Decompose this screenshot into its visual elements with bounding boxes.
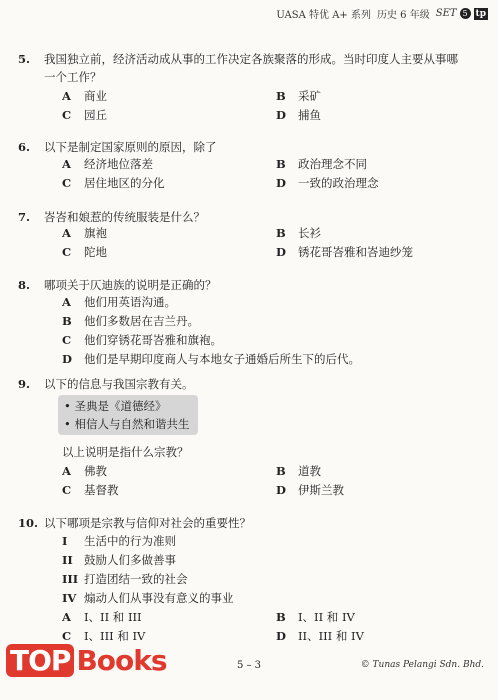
option-b[interactable]: B 采矿 bbox=[276, 89, 321, 103]
option-a[interactable]: A 他们用英语沟通。 bbox=[62, 295, 176, 309]
publisher-logo-icon: tp bbox=[475, 8, 486, 19]
statement-item: II 鼓励人们多做善事 bbox=[62, 553, 176, 567]
option-b[interactable]: B 政治理念不同 bbox=[276, 157, 367, 171]
option-c[interactable]: C 他们穿锈花哥峇雅和旗袍。 bbox=[62, 333, 222, 347]
option-d[interactable]: D 伊斯兰教 bbox=[276, 483, 344, 497]
option-a[interactable]: A I、II 和 III bbox=[62, 610, 142, 624]
option-c[interactable]: C 基督教 bbox=[62, 483, 119, 497]
question-number: 8. bbox=[18, 278, 31, 292]
option-d[interactable]: D 锈花哥峇雅和峇迪纱笼 bbox=[276, 245, 413, 259]
option-c[interactable]: C 园丘 bbox=[62, 108, 107, 122]
question-8 bbox=[18, 276, 484, 294]
question-number: 6. bbox=[18, 140, 31, 154]
question-text: 一个工作？ bbox=[44, 70, 102, 84]
set-number-badge: 5 bbox=[460, 8, 471, 19]
option-c[interactable]: C 陀地 bbox=[62, 245, 107, 259]
question-9 bbox=[18, 375, 484, 393]
topbooks-watermark: TOP Books bbox=[6, 644, 167, 677]
question-followup: 以上说明是指什么宗教？ bbox=[62, 445, 189, 459]
statement-item: III 打造团结一致的社会 bbox=[62, 572, 188, 586]
question-5 bbox=[18, 50, 484, 86]
question-number: 9. bbox=[18, 377, 31, 391]
option-a[interactable]: A 经济地位落差 bbox=[62, 157, 153, 171]
question-text: 哪项关于仄迪族的说明是正确的？ bbox=[44, 278, 217, 292]
option-c[interactable]: C I、III 和 IV bbox=[62, 629, 146, 643]
question-10 bbox=[18, 514, 484, 532]
series-title: UASA 特优 A+ 系列 bbox=[276, 10, 371, 21]
info-bullet: • 圣典是《道德经》 bbox=[64, 399, 167, 413]
option-d[interactable]: D 一致的政治理念 bbox=[276, 176, 379, 190]
set-label: SET bbox=[435, 8, 457, 19]
info-bullet: • 相信人与自然和谐共生 bbox=[64, 417, 190, 431]
option-a[interactable]: A 佛教 bbox=[62, 464, 107, 478]
question-text: 以下是制定国家原则的原因，除了 bbox=[44, 140, 217, 154]
statement-item: I 生活中的行为准则 bbox=[62, 534, 176, 548]
option-a[interactable]: A 商业 bbox=[62, 89, 107, 103]
question-6 bbox=[18, 138, 484, 156]
question-number: 10. bbox=[18, 516, 39, 530]
question-text: 我国独立前，经济活动成从事的工作决定各族聚落的形成。当时印度人主要从事哪 bbox=[44, 52, 458, 66]
question-7 bbox=[18, 208, 484, 226]
option-d[interactable]: D 捕鱼 bbox=[276, 108, 321, 122]
option-b[interactable]: B I、II 和 IV bbox=[276, 610, 355, 624]
question-text: 峇峇和娘惹的传统服装是什么？ bbox=[44, 210, 205, 224]
option-b[interactable]: B 道教 bbox=[276, 464, 321, 478]
option-d[interactable]: D II、III 和 IV bbox=[276, 629, 364, 643]
option-d[interactable]: D 他们是早期印度商人与本地女子通婚后所生下的后代。 bbox=[62, 352, 360, 366]
copyright: © Tunas Pelangi Sdn. Bhd. bbox=[360, 660, 484, 670]
question-text: 以下的信息与我国宗教有关。 bbox=[44, 377, 194, 391]
question-number: 7. bbox=[18, 210, 31, 224]
option-b[interactable]: B 长衫 bbox=[276, 226, 321, 240]
option-b[interactable]: B 他们多数居在吉兰丹。 bbox=[62, 314, 199, 328]
option-a[interactable]: A 旗袍 bbox=[62, 226, 107, 240]
question-text: 以下哪项是宗教与信仰对社会的重要性？ bbox=[44, 516, 251, 530]
subject-label: 历史 6 年级 bbox=[376, 10, 430, 21]
option-c[interactable]: C 居住地区的分化 bbox=[62, 176, 165, 190]
page-header bbox=[276, 6, 488, 21]
statement-item: IV 煽动人们从事没有意义的事业 bbox=[62, 591, 234, 605]
question-number: 5. bbox=[18, 52, 31, 66]
page-number: 5 – 3 bbox=[236, 660, 262, 671]
